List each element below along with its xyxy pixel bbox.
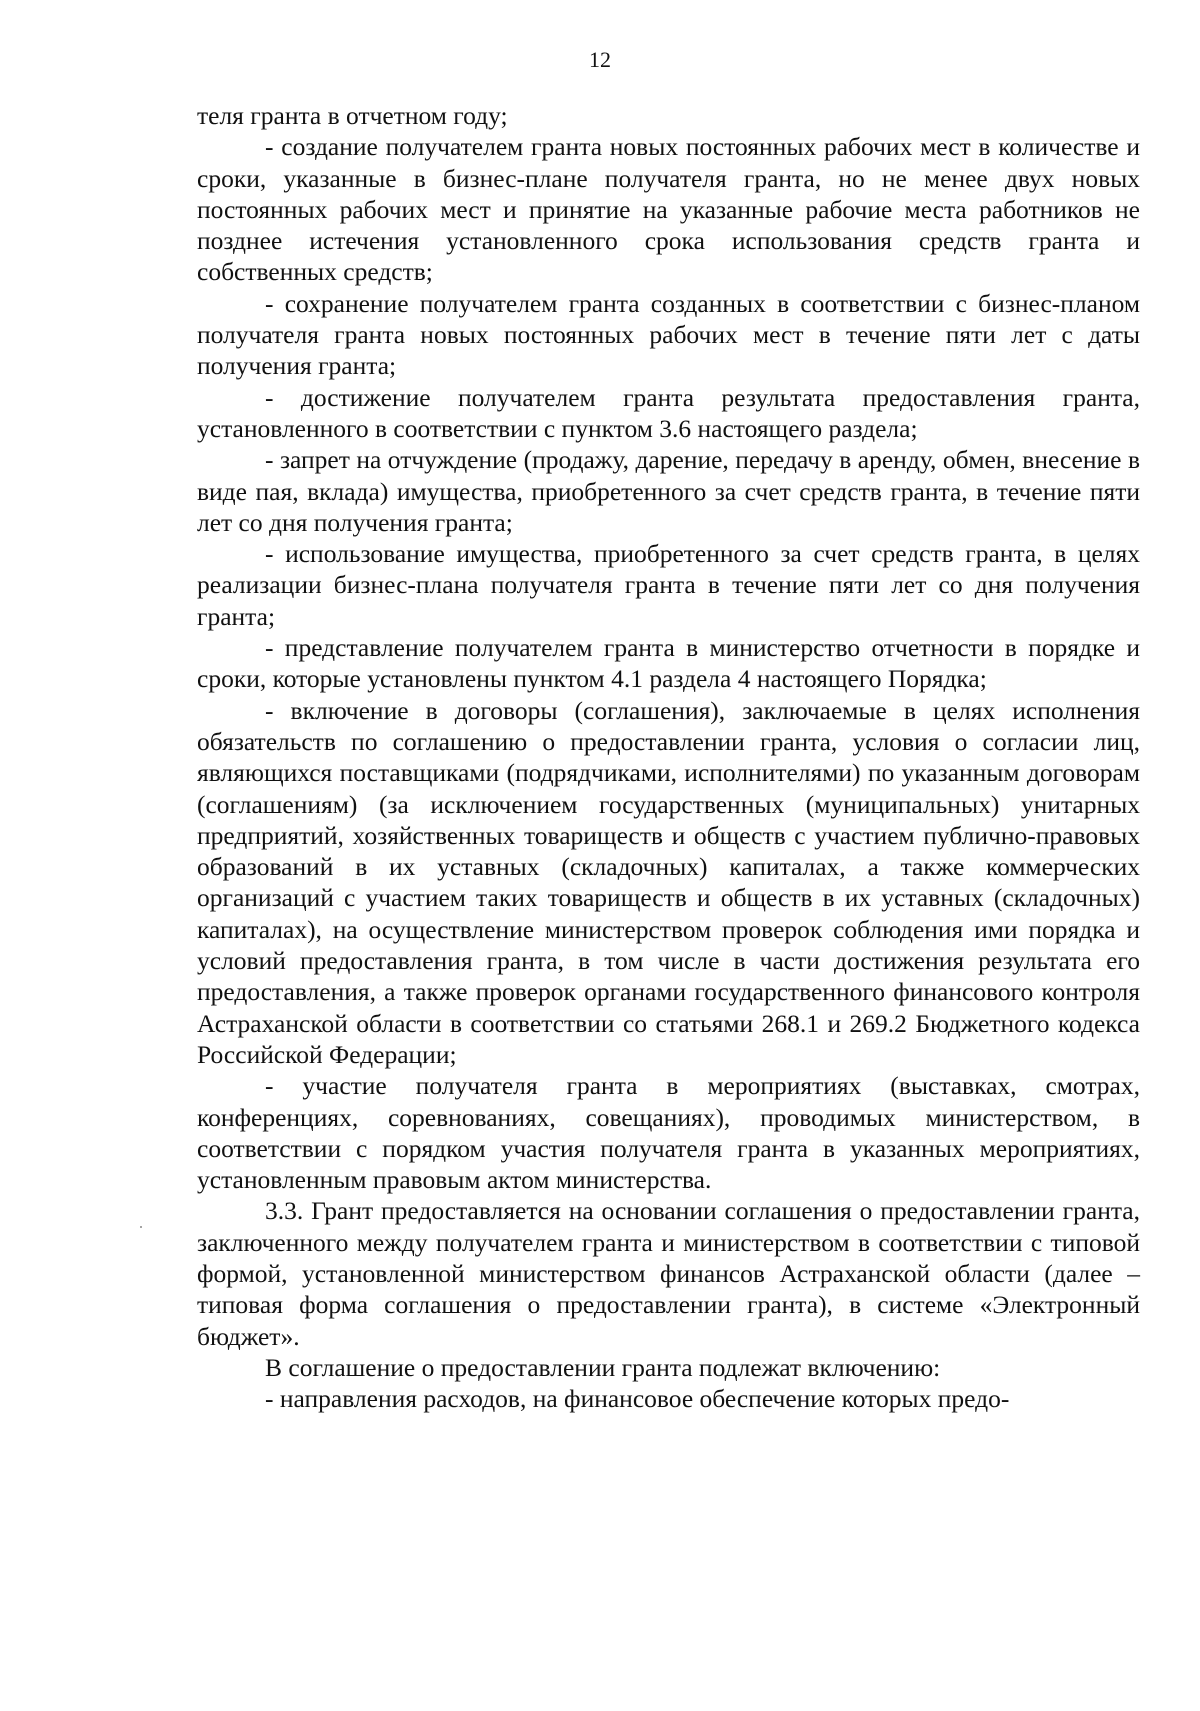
paragraph-section-3-3: 3.3. Грант предоставляется на основании соглашения о предоставлении гранта, заключенного между получателем гранта и министерством в соответствии с типовой формой, установленной министерством финансов Астраханской области (далее – типовая форма соглашения о предоставлении гранта), в системе «Электронный бюджет». xyxy=(197,1196,1140,1351)
paragraph-property-use: - использование имущества, приобретенного за счет средств гранта, в целях реализации бизнес-плана получателя гранта в течение пяти лет со дня получения гранта; xyxy=(197,539,1140,631)
paragraph-alienation-ban: - запрет на отчуждение (продажу, дарение, передачу в аренду, обмен, внесение в виде пая, вклада) имущества, приобретенного за счет средств гранта, в течение пяти лет со дня получения гранта; xyxy=(197,445,1140,537)
paragraph-reporting: - представление получателем гранта в министерство отчетности в порядке и сроки, которые установлены пунктом 4.1 раздела 4 настоящего Порядка; xyxy=(197,633,1140,694)
paragraph-expense-directions: - направления расходов, на финансовое обеспечение которых предо- xyxy=(265,1384,1010,1414)
paragraph-preserve-jobs: - сохранение получателем гранта созданных в соответствии с бизнес-планом получателя гранта новых постоянных рабочих мест в течение пяти лет с даты получения гранта; xyxy=(197,288,1140,381)
page-number: 12 xyxy=(589,47,611,72)
paragraph-agreement-inclusion: В соглашение о предоставлении гранта подлежат включению: xyxy=(265,1352,941,1382)
paragraph-events-participation: - участие получателя гранта в мероприятиях (выставках, смотрах, конференциях, соревнованиях, совещаниях), проводимых министерством, в соответствии с порядком участия получателя гранта в указанных мероприятиях, установленным правовым актом министерства. xyxy=(197,1071,1140,1195)
scan-speck xyxy=(140,1226,142,1228)
document-body xyxy=(197,100,1140,1414)
paragraph-new-jobs: - создание получателем гранта новых постоянных рабочих мест в количестве и сроки, указанные в бизнес-плане получателя гранта, но не менее двух новых постоянных рабочих мест и принятие на указанные рабочие места работников не позднее истечения установленного срока использования средств гранта и собственных средств; xyxy=(197,132,1140,287)
paragraph-achieve-result: - достижение получателем гранта результата предоставления гранта, установленного в соответствии с пунктом 3.6 настоящего раздела; xyxy=(197,382,1140,443)
paragraph-continuation: теля гранта в отчетном году; xyxy=(197,101,508,130)
paragraph-contract-inclusion: - включение в договоры (соглашения), заключаемые в целях исполнения обязательств по соглашению о предоставлении гранта, условия о согласии лиц, являющихся поставщиками (подрядчиками, исполнителями) по указанным договорам (соглашениям) (за исключением государственных (муниципальных) унитарных предприятий, хозяйственных товариществ и обществ с участием публично-правовых образований в их уставных (складочных) капиталах, а также коммерческих организаций с участием таких товариществ и обществ в их уставных (складочных) капиталах), на осуществление министерством проверок соблюдения ими порядка и условий предоставления гранта, в том числе в части достижения результата его предоставления, а также проверок органами государственного финансового контроля Астраханской области в соответствии со статьями 268.1 и 269.2 Бюджетного кодекса Российской Федерации; xyxy=(197,695,1140,1069)
